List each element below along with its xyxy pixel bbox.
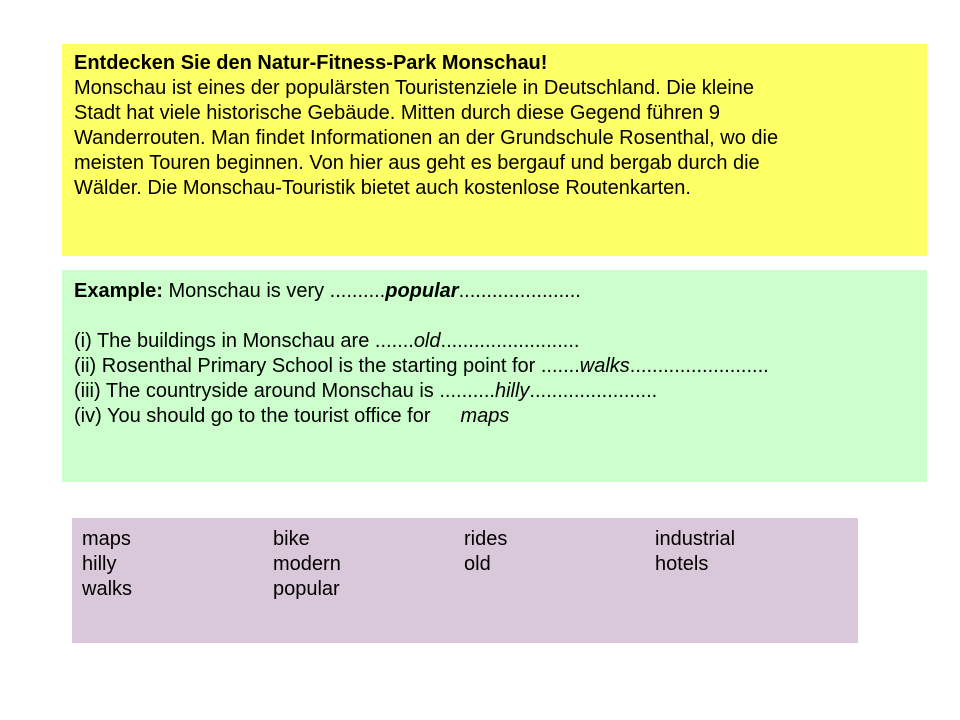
exercise-item-ii: [74, 354, 915, 379]
item-dots-after: .........................: [629, 355, 769, 377]
item-answer: old: [413, 330, 441, 352]
exercise-item-iii: [74, 379, 915, 404]
item-answer: walks: [579, 355, 630, 377]
example-label: Example:: [74, 280, 163, 302]
word-bank-word: rides: [464, 528, 508, 550]
item-prefix: (iii) The countryside around Monschau is: [74, 380, 440, 402]
example-answer: popular: [385, 280, 459, 302]
reading-line: meisten Touren beginnen. Von hier aus geht es bergauf und bergab durch die: [74, 152, 760, 174]
example-prefix: Monschau is very: [162, 280, 330, 302]
example-line: [74, 279, 915, 304]
word-bank-word: popular: [273, 578, 340, 600]
word-bank-word: old: [464, 553, 491, 575]
reading-line: Stadt hat viele historische Gebäude. Mitten durch diese Gegend führen 9: [74, 102, 720, 124]
example-dots-after: ......................: [458, 280, 581, 302]
item-dots-after: .......................: [529, 380, 658, 402]
item-dots-before: .......: [374, 330, 414, 352]
reading-text-box: [62, 44, 927, 256]
word-bank-word: [464, 577, 655, 602]
reading-line: Wälder. Die Monschau-Touristik bietet auch kostenlose Routenkarten.: [74, 177, 691, 199]
reading-line: Monschau ist eines der populärsten Touristenziele in Deutschland. Die kleine: [74, 77, 755, 99]
exercise-box: [62, 270, 927, 482]
word-bank-word: maps: [82, 528, 131, 550]
item-answer: maps: [460, 405, 510, 427]
item-dots-before: ..........: [439, 380, 495, 402]
item-dots-before: .......: [540, 355, 580, 377]
word-bank-word: hotels: [655, 553, 709, 575]
word-bank-word: hilly: [82, 553, 117, 575]
word-bank-word: modern: [273, 553, 341, 575]
exercise-item-iv: [74, 404, 915, 429]
word-bank-grid: [82, 527, 848, 602]
reading-line: Wanderrouten. Man findet Informationen an der Grundschule Rosenthal, wo die: [74, 127, 779, 149]
item-prefix: (ii) Rosenthal Primary School is the starting point for: [74, 355, 541, 377]
word-bank-box: [72, 518, 858, 643]
item-prefix: (i) The buildings in Monschau are: [74, 330, 375, 352]
exercise-item-i: [74, 329, 915, 354]
word-bank-word: [655, 577, 846, 602]
spacer: [74, 304, 915, 329]
item-dots-after: .........................: [440, 330, 580, 352]
word-bank-word: bike: [273, 528, 310, 550]
word-bank-word: industrial: [655, 528, 736, 550]
word-bank-word: walks: [82, 578, 133, 600]
item-answer: hilly: [494, 380, 530, 402]
example-dots-before: ..........: [329, 280, 386, 302]
item-prefix: (iv) You should go to the tourist office for: [74, 405, 431, 427]
reading-title: Entdecken Sie den Natur-Fitness-Park Monschau!: [74, 52, 548, 74]
